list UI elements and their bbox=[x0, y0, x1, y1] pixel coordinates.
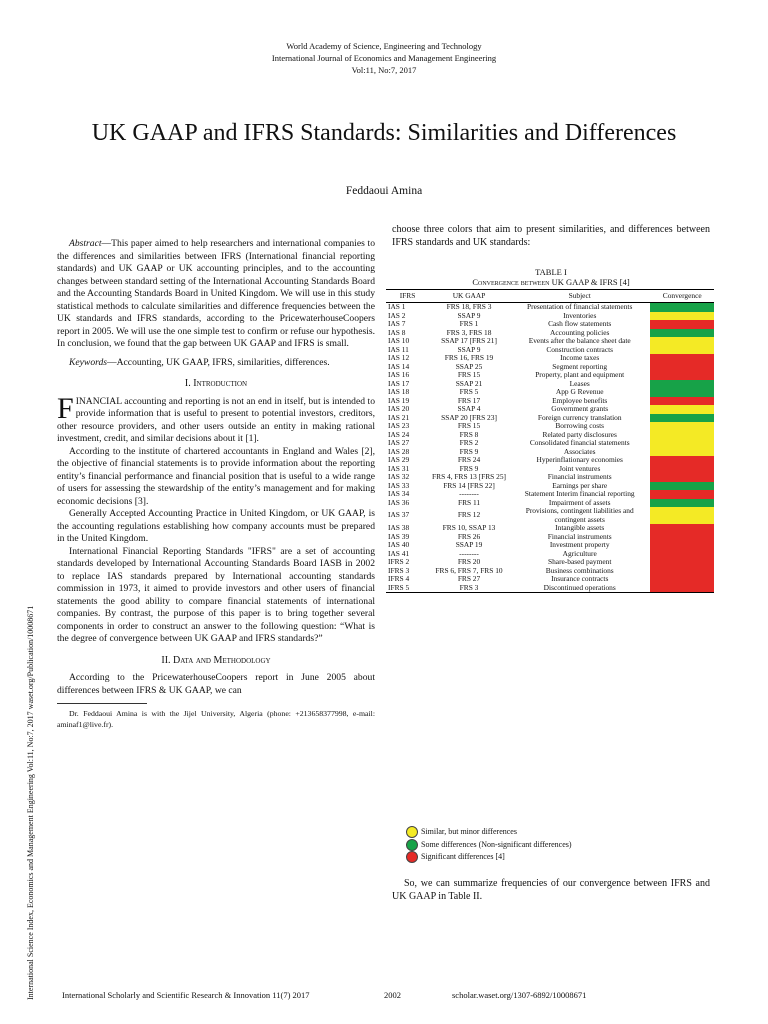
cell-ifrs: IAS 12 bbox=[388, 353, 410, 362]
header-line-1: World Academy of Science, Engineering and Technology bbox=[286, 41, 482, 51]
cell-ifrs: IAS 40 bbox=[388, 540, 410, 549]
legend-item-yellow bbox=[406, 826, 572, 839]
cell-convergence-red bbox=[650, 541, 714, 550]
methodology-paragraph: According to the PricewaterhouseCoopers report in June 2005 about differences between IFRS & UK GAAP, we can bbox=[57, 672, 375, 696]
cell-ifrs: IAS 31 bbox=[388, 463, 410, 473]
cell-uk-gaap: FRS 26 bbox=[457, 531, 481, 541]
table-row bbox=[386, 397, 714, 406]
cell-ifrs: IFRS 5 bbox=[386, 584, 429, 593]
intro-paragraph-2: According to the institute of chartered accountants in England and Wales [2], the objective of financial statements is to provide information about the reporting entity’s financial performance and financial position that is useful to a wide range of users for assessing the stewardship of the entity’s management and for making economic decisions [3]. bbox=[57, 445, 375, 507]
cell-convergence-green bbox=[650, 388, 714, 397]
cell-uk-gaap: FRS 14 [FRS 22] bbox=[443, 480, 495, 490]
cell-convergence-red bbox=[650, 456, 714, 465]
abstract bbox=[57, 238, 375, 351]
cell-subject: Property, plant and equipment bbox=[535, 370, 625, 379]
table-row bbox=[386, 380, 714, 389]
cell-uk-gaap: SSAP 17 [FRS 21] bbox=[441, 336, 497, 345]
cell-uk-gaap: SSAP 25 bbox=[455, 361, 483, 371]
legend-label-yellow: Similar, but minor differences bbox=[421, 827, 517, 836]
cell-uk-gaap: SSAP 20 [FRS 23] bbox=[441, 412, 497, 422]
left-column bbox=[57, 238, 375, 730]
cell-subject: Construction contracts bbox=[546, 344, 614, 354]
header-line-2: International Journal of Economics and Management Engineering bbox=[271, 53, 497, 63]
keywords bbox=[57, 357, 375, 370]
table-caption bbox=[386, 267, 716, 287]
journal-header bbox=[0, 40, 768, 76]
cell-uk-gaap: FRS 4, FRS 13 [FRS 25] bbox=[432, 472, 506, 481]
cell-subject: Impairment of assets bbox=[548, 497, 611, 507]
cell-uk-gaap: FRS 9 bbox=[459, 446, 479, 456]
cell-ifrs: IAS 34 bbox=[388, 489, 410, 498]
cell-convergence-red bbox=[650, 465, 714, 474]
cell-ifrs: IAS 38 bbox=[388, 523, 410, 532]
yellow-dot-icon bbox=[406, 826, 418, 838]
cell-ifrs: IAS 14 bbox=[388, 361, 410, 371]
cell-subject: Related party disclosures bbox=[542, 429, 617, 439]
keywords-text: —Accounting, UK GAAP, IFRS, similarities, differences. bbox=[107, 356, 330, 368]
cell-convergence-red bbox=[650, 320, 714, 329]
cell-convergence-yellow bbox=[650, 346, 714, 355]
author-footnote: Dr. Feddaoui Amina is with the Jijel University, Algeria (phone: +213658377998, e-mail: aminaf1@live.fr). bbox=[57, 709, 375, 729]
footer-right: scholar.waset.org/1307-6892/10008671 bbox=[452, 990, 587, 1000]
convergence-table bbox=[386, 289, 714, 593]
cell-uk-gaap: SSAP 21 bbox=[455, 378, 483, 388]
cell-subject: Income taxes bbox=[560, 353, 600, 362]
cell-uk-gaap: FRS 6, FRS 7, FRS 10 bbox=[435, 565, 503, 575]
cell-uk-gaap: SSAP 9 bbox=[457, 344, 481, 354]
cell-uk-gaap: FRS 12 bbox=[457, 510, 481, 520]
cell-convergence-yellow bbox=[650, 422, 714, 431]
cell-ifrs: IAS 29 bbox=[388, 455, 410, 464]
cell-convergence-red bbox=[650, 558, 714, 567]
col-header-subject: Subject bbox=[509, 290, 650, 303]
legend-item-red bbox=[406, 851, 572, 864]
cell-ifrs: IAS 2 bbox=[388, 310, 406, 320]
cell-uk-gaap: FRS 27 bbox=[457, 574, 481, 583]
table-number: TABLE I bbox=[535, 267, 567, 277]
cell-uk-gaap: SSAP 19 bbox=[455, 540, 483, 549]
section-heading-data-methodology: II. Data and Methodology bbox=[161, 654, 271, 666]
cell-uk-gaap: FRS 2 bbox=[459, 438, 479, 447]
cell-ifrs: IAS 7 bbox=[388, 319, 406, 328]
cell-convergence-red bbox=[650, 371, 714, 380]
cell-uk-gaap: FRS 3 bbox=[429, 584, 509, 593]
cell-subject: Provisions, contingent liabilities and contingent assets bbox=[525, 506, 634, 524]
table-body bbox=[386, 303, 714, 593]
cell-uk-gaap: FRS 24 bbox=[457, 455, 481, 464]
cell-convergence-red bbox=[650, 397, 714, 406]
footnote-divider bbox=[57, 703, 147, 704]
cell-ifrs: IAS 23 bbox=[388, 421, 410, 430]
table-row bbox=[386, 439, 714, 448]
cell-uk-gaap: FRS 5 bbox=[459, 387, 479, 396]
cell-subject: Borrowing costs bbox=[555, 421, 605, 430]
cell-subject: Agriculture bbox=[562, 548, 597, 558]
cell-subject: Earnings per share bbox=[552, 480, 608, 490]
cell-convergence-yellow bbox=[650, 507, 714, 524]
cell-subject: Presentation of financial statements bbox=[527, 302, 633, 311]
cell-ifrs: IAS 10 bbox=[388, 336, 410, 345]
paper-title: UK GAAP and IFRS Standards: Similarities and Differences bbox=[91, 120, 677, 146]
cell-uk-gaap: FRS 16, FRS 19 bbox=[444, 353, 494, 362]
cell-uk-gaap: FRS 10, SSAP 13 bbox=[442, 523, 496, 532]
intro-paragraph-4: International Financial Reporting Standards "IFRS" are a set of accounting standards developed by International Accounting Standards Board IASB in 2002 to replace IAS standards prepared by International accounting standards commission in 1973, it aimed to provide investors and other users of financial statements the good ability to compare financial statements of international companies. By contrast, the purpose of this paper is to bring together several components in order to construct an answer to the following question: “What is the degree of convergence between UK GAAP and IFRS standards?” bbox=[57, 545, 375, 644]
abstract-label: Abstract bbox=[69, 238, 102, 249]
cell-subject: Government grants bbox=[551, 404, 609, 413]
color-legend bbox=[406, 826, 572, 864]
cell-subject: Financial instruments bbox=[547, 472, 612, 481]
cell-convergence-red bbox=[650, 575, 714, 584]
cell-subject: Statement Interim financial reporting bbox=[524, 489, 635, 498]
table-row bbox=[386, 371, 714, 380]
cell-subject: Cash flow statements bbox=[548, 319, 612, 328]
cell-ifrs: IFRS 2 bbox=[388, 557, 410, 566]
legend-item-green bbox=[406, 839, 572, 852]
intro-paragraph-1 bbox=[57, 391, 375, 446]
cell-uk-gaap: FRS 1 bbox=[459, 319, 479, 328]
footer-left: International Scholarly and Scientific Research & Innovation 11(7) 2017 bbox=[62, 990, 310, 1000]
cell-subject: Accounting policies bbox=[550, 327, 610, 337]
cell-uk-gaap: SSAP 9 bbox=[457, 310, 481, 320]
right-outro: So, we can summarize frequencies of our convergence between IFRS and UK GAAP in Table II. bbox=[392, 878, 710, 902]
cell-subject: Hyperinflationary economies bbox=[536, 455, 623, 464]
cell-ifrs: IAS 39 bbox=[388, 531, 410, 541]
cell-ifrs: IAS 41 bbox=[388, 548, 410, 558]
cell-subject: Foreign currency translation bbox=[537, 412, 622, 422]
table-row bbox=[386, 567, 714, 576]
cell-convergence-red bbox=[650, 584, 714, 593]
cell-convergence-red bbox=[650, 473, 714, 482]
cell-convergence-green bbox=[650, 380, 714, 389]
intro-paragraph-1-text: INANCIAL accounting and reporting is not an end in itself, but is intended to provide information that is useful to present to potential investors, creditors, other resource providers, and other users outside an entity in making rational investment, credit, and similar decisions about it [1]. bbox=[57, 395, 375, 444]
cell-ifrs: IAS 8 bbox=[388, 327, 406, 337]
legend-label-red: Significant differences [4] bbox=[421, 852, 505, 861]
table-row bbox=[386, 584, 714, 593]
cell-uk-gaap: FRS 20 bbox=[457, 557, 481, 566]
cell-convergence-red bbox=[650, 363, 714, 372]
cell-convergence-green bbox=[650, 482, 714, 491]
cell-convergence-red bbox=[650, 567, 714, 576]
cell-ifrs: IAS 11 bbox=[388, 344, 409, 354]
cell-uk-gaap: FRS 8 bbox=[459, 429, 479, 439]
cell-subject: Business combinations bbox=[545, 565, 614, 575]
cell-ifrs: IFRS 3 bbox=[388, 565, 410, 575]
section-heading-introduction: I. Introduction bbox=[184, 378, 248, 389]
cell-subject: Events after the balance sheet date bbox=[528, 336, 631, 345]
cell-convergence-red bbox=[650, 524, 714, 533]
cell-ifrs: IAS 20 bbox=[388, 404, 410, 413]
cell-ifrs: IAS 18 bbox=[388, 387, 410, 396]
cell-ifrs: IAS 24 bbox=[388, 429, 410, 439]
cell-convergence-red bbox=[650, 490, 714, 499]
cell-convergence-yellow bbox=[650, 448, 714, 457]
cell-convergence-green bbox=[650, 499, 714, 508]
cell-subject: Consolidated financial statements bbox=[529, 438, 630, 447]
table-row bbox=[386, 507, 714, 524]
footer-page-number: 2002 bbox=[384, 990, 401, 1000]
cell-subject: Discontinued operations bbox=[509, 584, 650, 593]
cell-uk-gaap: FRS 17 bbox=[457, 395, 481, 405]
table-row bbox=[386, 473, 714, 482]
cell-convergence-green bbox=[650, 414, 714, 423]
cell-subject: Employee benefits bbox=[552, 395, 608, 405]
cell-ifrs: IAS 28 bbox=[388, 446, 410, 456]
intro-paragraph-3: Generally Accepted Accounting Practice in United Kingdom, or UK GAAP, is the accounting regulations establishing how company accounts must be prepared in the United Kingdom. bbox=[57, 508, 375, 544]
table-row bbox=[386, 354, 714, 363]
cell-ifrs: IAS 17 bbox=[388, 378, 410, 388]
cell-convergence-green bbox=[650, 329, 714, 338]
cell-ifrs: IAS 16 bbox=[388, 370, 410, 379]
table-row bbox=[386, 303, 714, 312]
dropcap: F bbox=[57, 391, 74, 425]
cell-ifrs: IAS 37 bbox=[388, 510, 410, 520]
cell-convergence-yellow bbox=[650, 312, 714, 321]
cell-ifrs: IAS 1 bbox=[388, 302, 406, 311]
keywords-label: Keywords bbox=[69, 356, 108, 368]
table-header-row bbox=[386, 290, 714, 303]
cell-subject: Segment reporting bbox=[552, 361, 608, 371]
cell-convergence-yellow bbox=[650, 439, 714, 448]
cell-uk-gaap: FRS 18, FRS 3 bbox=[446, 302, 492, 311]
right-intro: choose three colors that aim to present similarities, and differences between IFRS standards and UK standards: bbox=[392, 224, 710, 248]
sidebar-citation: International Science Index, Economics and Management Engineering Vol:11, No:7, 2017 waset.org/Publication/10008671 bbox=[26, 605, 35, 1000]
abstract-text: —This paper aimed to help researchers and international companies to the differences and similarities between IFRS (International financial reporting standards) and UK GAAP or UK accounting principles, and to the accounting changes between standard setting of the International Accounting Standards Board and the Accounting Standards Board in United Kingdom. We will use in this study statistical methods to calculate similarities and difference frequencies between the UK standards and IFRS standards, according to the PricewaterhouseCoopers report in 2005. We will use the one simple test to confirm or refuse our hypothesis. In conclusion, we found that the gap between UK GAAP and IFRS is small. bbox=[57, 238, 375, 349]
cell-uk-gaap: FRS 15 bbox=[457, 421, 481, 430]
cell-ifrs: IAS 36 bbox=[388, 497, 410, 507]
cell-convergence-yellow bbox=[650, 405, 714, 414]
cell-ifrs: IAS 32 bbox=[388, 472, 410, 481]
author-name: Feddaoui Amina bbox=[345, 185, 423, 197]
cell-ifrs: IAS 27 bbox=[388, 438, 410, 447]
cell-ifrs: IAS 21 bbox=[388, 412, 410, 422]
col-header-ifrs: IFRS bbox=[386, 290, 429, 303]
table-row bbox=[386, 414, 714, 423]
cell-subject: Associates bbox=[563, 446, 596, 456]
cell-subject: Intangible assets bbox=[555, 523, 605, 532]
cell-subject: Share-based payment bbox=[547, 557, 612, 566]
cell-subject: Joint ventures bbox=[559, 463, 601, 473]
cell-uk-gaap: -------- bbox=[459, 548, 479, 558]
cell-ifrs: IFRS 4 bbox=[388, 574, 410, 583]
cell-subject: Inventories bbox=[563, 310, 597, 320]
cell-convergence-red bbox=[650, 354, 714, 363]
cell-uk-gaap: FRS 3, FRS 18 bbox=[446, 327, 492, 337]
cell-subject: Leases bbox=[569, 378, 590, 388]
cell-convergence-red bbox=[650, 550, 714, 559]
header-line-3: Vol:11, No:7, 2017 bbox=[351, 65, 417, 75]
table-row bbox=[386, 541, 714, 550]
cell-uk-gaap: FRS 15 bbox=[457, 370, 481, 379]
cell-ifrs: IAS 19 bbox=[388, 395, 410, 405]
cell-subject: App G Revenue bbox=[555, 387, 604, 396]
cell-convergence-yellow bbox=[650, 337, 714, 346]
cell-subject: Insurance contracts bbox=[551, 574, 609, 583]
cell-convergence-yellow bbox=[650, 431, 714, 440]
cell-convergence-green bbox=[650, 303, 714, 312]
legend-label-green: Some differences (Non-significant differences) bbox=[421, 839, 572, 849]
table-row bbox=[386, 346, 714, 355]
col-header-uk-gaap: UK GAAP bbox=[429, 290, 509, 303]
table-row bbox=[386, 388, 714, 397]
cell-uk-gaap: FRS 9 bbox=[459, 463, 479, 473]
cell-uk-gaap: SSAP 4 bbox=[457, 404, 481, 413]
cell-subject: Financial instruments bbox=[547, 531, 612, 541]
cell-uk-gaap: -------- bbox=[459, 489, 479, 498]
cell-ifrs: IAS 33 bbox=[388, 480, 410, 490]
cell-subject: Investment property bbox=[549, 540, 610, 549]
red-dot-icon bbox=[406, 851, 418, 863]
green-dot-icon bbox=[406, 839, 418, 851]
cell-uk-gaap: FRS 11 bbox=[457, 497, 481, 507]
cell-convergence-red bbox=[650, 533, 714, 542]
table-title: Convergence between UK GAAP & IFRS [4] bbox=[472, 277, 630, 287]
col-header-convergence: Convergence bbox=[650, 290, 714, 303]
table-row bbox=[386, 456, 714, 465]
